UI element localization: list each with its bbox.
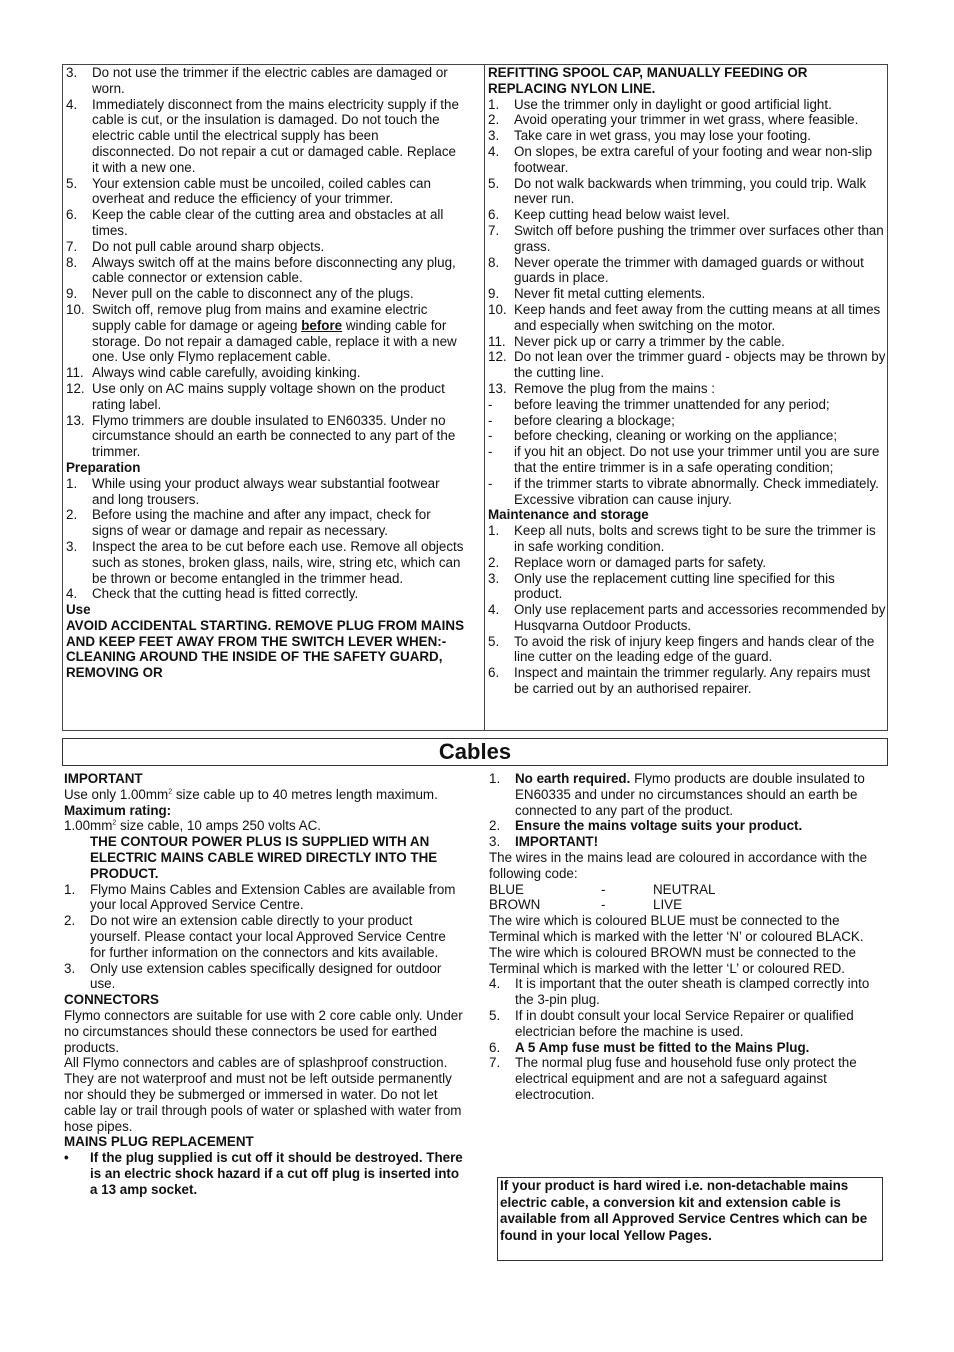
list-item: 3. IMPORTANT!: [489, 834, 599, 850]
list-item: 8. Always switch off at the mains before disconnecting any plug, cable connector or extension cable.: [66, 254, 456, 286]
wire-code-table: [489, 882, 887, 914]
list-item: 3. Only use the replacement cutting line specified for this product.: [488, 570, 835, 602]
use-warning: AVOID ACCIDENTAL STARTING. REMOVE PLUG FROM MAINS AND KEEP FEET AWAY FROM THE SWITCH LEVER WHEN:- CLEANING AROUND THE INSIDE OF THE SAFETY GUARD, REMOVING OR: [66, 617, 464, 681]
list-item: 1. Flymo Mains Cables and Extension Cables are available from your local Approved Service Centre.: [64, 881, 456, 913]
use-heading: Use: [66, 602, 91, 618]
list-item: 3. Only use extension cables specifically designed for outdoor use.: [64, 960, 442, 992]
safety-right-column: [488, 65, 886, 697]
list-item: 1. While using your product always wear substantial footwear and long trousers.: [66, 475, 440, 507]
wires-text: The wire which is coloured BLUE must be connected to the Terminal which is marked with the letter ‘N’ or coloured BLACK. The wire which is coloured BROWN must be connected to the Terminal which is marked with the letter ‘L’ or coloured RED.: [489, 913, 864, 976]
safety-left-column: [66, 65, 464, 681]
cables-right-column: [489, 771, 887, 1103]
list-item: 4. Only use replacement parts and accessories recommended by Husqvarna Outdoor Products.: [488, 602, 886, 633]
preparation-heading: Preparation: [66, 459, 141, 475]
connectors-paragraph-1: Flymo connectors are suitable for use with 2 core cable only. Under no circumstances should these connectors be used for earthed products.: [64, 1007, 463, 1055]
list-item: 12. Use only on AC mains supply voltage shown on the product rating label.: [66, 380, 445, 412]
list-item: 7. The normal plug fuse and household fuse only protect the electrical equipment and are not a safeguard against electrocution.: [489, 1055, 857, 1102]
cables-list: [64, 882, 464, 993]
max-rating-text: $1.00mm^2$ size cable, 10 amps 250 volts AC.: [64, 818, 321, 834]
list-item: 2. Do not wire an extension cable directly to your product yourself. Please contact your local Approved Service Centre for further information on the connectors and kits available.: [64, 913, 446, 960]
maintenance-list: [488, 523, 886, 697]
list-item: 8. Never operate the trimmer with damaged guards or without guards in place.: [488, 254, 864, 286]
list-item: 1. No earth required. Flymo products are double insulated to EN60335 and under no circumstances should an earth be connected to any part of the product.: [489, 771, 865, 818]
list-item: 2. Before using the machine and after any impact, check for signs of wear or damage and repair as necessary.: [66, 507, 431, 539]
list-item: - before checking, cleaning or working on the appliance;: [488, 428, 838, 444]
maintenance-heading: Maintenance and storage: [488, 507, 649, 523]
column-divider: [484, 65, 485, 730]
operation-list: [488, 97, 886, 397]
list-item: 4. It is important that the outer sheath is clamped correctly into the 3-pin plug.: [489, 976, 870, 1008]
connectors-paragraph-2: All Flymo connectors and cables are of splashproof construction. They are not waterproof and must not be left outside permanently nor should they be submerged or immersed in water. Do not let cable lay or trail through pools of water or splashed with water from hose pipes.: [64, 1055, 462, 1134]
list-item: 7. Switch off before pushing the trimmer over surfaces other than grass.: [488, 222, 884, 254]
list-item: 6. Keep cutting head below waist level.: [488, 207, 730, 223]
list-item: 5. If in doubt consult your local Service Repairer or qualified electrician before the machine is used.: [489, 1007, 854, 1039]
connectors-heading: CONNECTORS: [64, 992, 159, 1008]
preparation-list: [66, 476, 464, 602]
list-item: 10. Switch off, remove plug from mains and examine electric supply cable for damage or ageing before winding cable for storage. Do not repair a damaged cable, replace it with a new one. Use only Flymo replacement cable.: [66, 301, 457, 365]
wire-code-row: BLUE - NEUTRAL: [489, 881, 716, 897]
list-item: 5. Do not walk backwards when trimming, you could trip. Walk never run.: [488, 175, 867, 207]
spool-cap-heading: REFITTING SPOOL CAP, MANUALLY FEEDING OR REPLACING NYLON LINE.: [488, 65, 808, 96]
list-item: 13. Remove the plug from the mains :: [488, 380, 715, 396]
list-item: 2. Ensure the mains voltage suits your product.: [489, 818, 803, 834]
list-item: 9. Never fit metal cutting elements.: [488, 286, 706, 302]
list-item: 12. Do not lean over the trimmer guard - objects may be thrown by the cutting line.: [488, 349, 886, 381]
list-item: 7. Do not pull cable around sharp objects.: [66, 238, 325, 254]
remove-plug-list: [488, 397, 886, 508]
list-item: 10. Keep hands and feet away from the cutting means at all times and especially when switching on the motor.: [488, 301, 881, 333]
list-item: 6. Keep the cable clear of the cutting area and obstacles at all times.: [66, 207, 444, 238]
list-item: 3. Take care in wet grass, you may lose your footing.: [488, 128, 811, 144]
list-item: 2. Replace worn or damaged parts for safety.: [488, 554, 767, 570]
list-item: 1. Keep all nuts, bolts and screws tight to be sure the trimmer is in safe working condition.: [488, 523, 876, 554]
contour-note: THE CONTOUR POWER PLUS IS SUPPLIED WITH AN ELECTRIC MAINS CABLE WIRED DIRECTLY INTO THE PRODUCT.: [90, 834, 438, 881]
list-item: 5. To avoid the risk of injury keep fingers and hands clear of the line cutter on the leading edge of the guard.: [488, 633, 875, 665]
plug-warning: • If the plug supplied is cut off it should be destroyed. There is an electric shock hazard if a cut off plug is inserted into a 13 amp socket.: [64, 1150, 463, 1197]
list-item: 9. Never pull on the cable to disconnect any of the plugs.: [66, 286, 414, 302]
wire-code-row: BROWN - LIVE: [489, 897, 683, 913]
cables-left-column: [64, 771, 464, 1198]
list-item: - if the trimmer starts to vibrate abnormally. Check immediately. Excessive vibration can cause injury.: [488, 475, 879, 507]
max-rating-heading: Maximum rating:: [64, 802, 172, 818]
plug-replacement-heading: MAINS PLUG REPLACEMENT: [64, 1134, 254, 1150]
list-item: 6. Inspect and maintain the trimmer regularly. Any repairs must be carried out by an authorised repairer.: [488, 665, 871, 697]
list-item: 4. Immediately disconnect from the mains electricity supply if the cable is cut, or the insulation is damaged. Do not touch the electric cable until the electrical supply has been disconnected. Do not repair a cut or damaged cable. Replace it with a new one.: [66, 96, 459, 175]
list-item: 4. Check that the cutting head is fitted correctly.: [66, 586, 359, 602]
safety-list: [66, 65, 464, 460]
list-item: 11. Never pick up or carry a trimmer by the cable.: [488, 333, 785, 349]
list-item: 4. On slopes, be extra careful of your footing and wear non-slip footwear.: [488, 143, 873, 175]
list-item: 3. Inspect the area to be cut before each use. Remove all objects such as stones, broken glass, nails, wire, string etc, which can be thrown or become entangled in the trimmer head.: [66, 538, 464, 586]
list-item: 6. A 5 Amp fuse must be fitted to the Mains Plug.: [489, 1039, 810, 1055]
list-item: 11. Always wind cable carefully, avoiding kinking.: [66, 365, 361, 381]
list-item: 2. Avoid operating your trimmer in wet grass, where feasible.: [488, 112, 859, 128]
cables-section-title: Cables: [62, 738, 888, 766]
wires-intro: The wires in the mains lead are coloured in accordance with the following code:: [489, 849, 868, 881]
list-item: - if you hit an object. Do not use your trimmer until you are sure that the entire trimmer is in a safe operating condition;: [488, 444, 880, 475]
list-item: 13. Flymo trimmers are double insulated to EN60335. Under no circumstance should an earth be connected to any part of the trimmer.: [66, 412, 456, 460]
list-item: 1. Use the trimmer only in daylight or good artificial light.: [488, 96, 832, 112]
list-item: - before clearing a blockage;: [488, 412, 675, 428]
list-item: - before leaving the trimmer unattended for any period;: [488, 396, 830, 412]
important-heading: IMPORTANT: [64, 771, 143, 786]
important-text: Use only $1.00mm^2$ size cable up to 40 metres length maximum.: [64, 786, 438, 802]
list-item: 3. Do not use the trimmer if the electric cables are damaged or worn.: [66, 65, 448, 96]
hard-wired-note: If your product is hard wired i.e. non-detachable mains electric cable, a conversion kit and extension cable is available from all Approved Service Centres which can be found in your local Yellow Pages.: [497, 1177, 883, 1261]
list-item: 5. Your extension cable must be uncoiled, coiled cables can overheat and reduce the efficiency of your trimmer.: [66, 175, 431, 207]
